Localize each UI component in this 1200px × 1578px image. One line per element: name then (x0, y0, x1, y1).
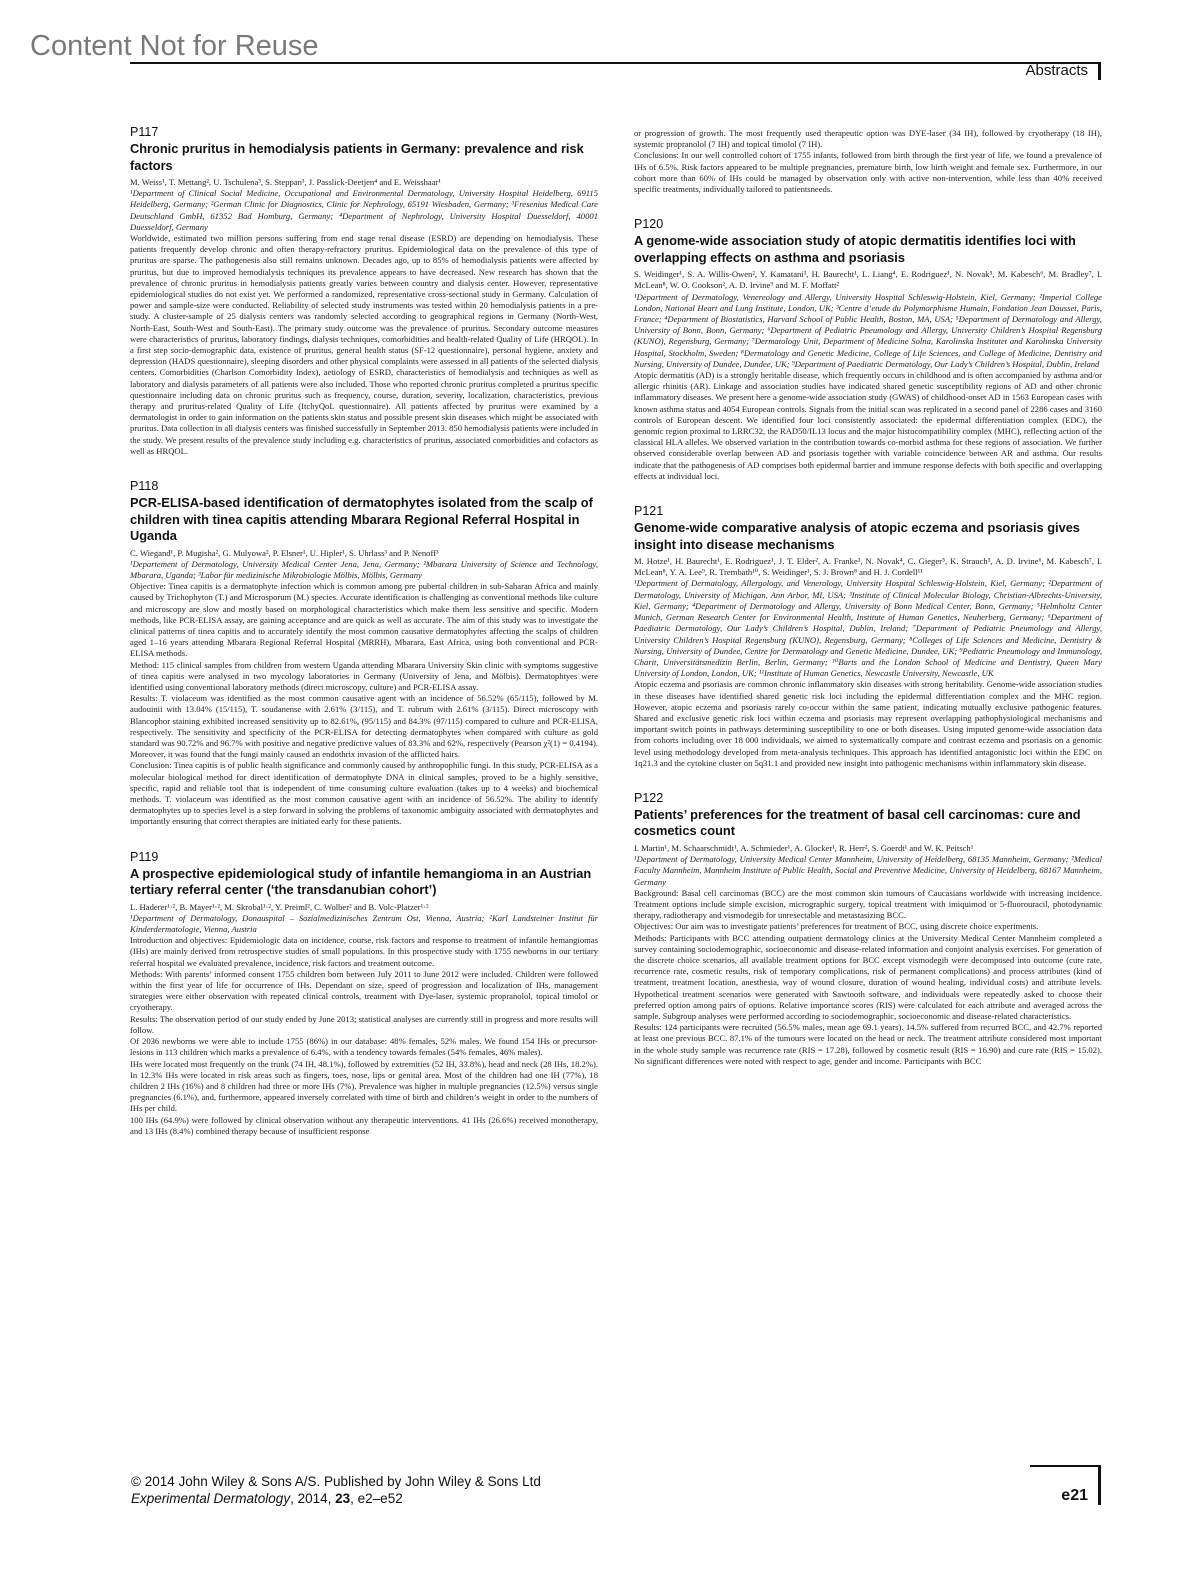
abstract-title: PCR-ELISA-based identification of dermatophytes isolated from the scalp of children with tinea capitis attending Mbarara Regional Referral Hospital in Uganda (130, 495, 593, 544)
abstract-paragraph: Results: T. violaceum was identified as the most common causative agent with an incidence of 56.52% (65/115), followed by M. audouinii with 13.04% (15/115), T. soudanense with 2.61% (3/115), and T. rubrum with 2.61% (3/115). Direct microscopy with Blancophor staining exhibited increased sensitivity up to 82.61%, (95/115) and 84.3% (97/115) compared to culture and PCR-ELISA, respectively. The sensitivity and specificity of the PCR-ELISA for detecting dermatophytes when compared with culture as gold standard was 90.72% and 96.7% with positive and negative predictive values of 83.3% and 62%, respectively (Pearson χ²(1) = 0.4194). Moreover, it was found that the fungi mainly caused an endothrix invasion of the afflicted hairs. (130, 693, 598, 760)
abstract-paragraph: Objective: Tinea capitis is a dermatophyte infection which is common among pre pubertal children in sub-Saharan Africa and mainly caused by Trichophyton (T.) and Microsporum (M.) species. Accurate identification is challenging as conventional methods like culture and microscopy are slow and mostly based on morphological characteristics which make them less sensitive and specific. Modern methods, like PCR-ELISA assay, are gaining acceptance and are quick as well as accurate. The aim of this study was to investigate the clinical patterns of tinea capitis and to accurately identify the most common causative dermatophytes affecting the scalps of children aged 1–16 years attending Mbarara Regional Referral Hospital (MRRH), Mbarara, East Africa, using both conventional and PCR-ELISA methods. (130, 581, 598, 659)
copyright-line: © 2014 John Wiley & Sons A/S. Published by John Wiley & Sons Ltd (131, 1474, 541, 1489)
abstract-paragraph: Introduction and objectives: Epidemiologic data on incidence, course, risk factors and response to treatment of infantile hemangiomas (IHs) are mainly derived from retrospective studies of small populations. In this prospective study with 1755 newborns in our tertiary referral hospital we evaluated prevalence, incidence, risk factors and treatment outcome. (130, 935, 598, 968)
abstract-paragraph: Atopic dermatitis (AD) is a strongly heritable disease, which frequently occurs in childhood and is often accompanied by asthma and/or allergic rhinitis (AR). Linkage and association studies have indicated shared genetic susceptibility regions of AD and other chronic inflammatory diseases. We present here a genome-wide association study (GWAS) of childhood-onset AD in 1563 European cases with known asthma status and 4054 European controls. Signals from the initial scan was replicated in a second panel of 2286 cases and 3160 controls of European descent. We identified four loci consistently associated: the epidermal differentiation complex (EDC), the genomic region proximal to LRRC32, the RAD50/IL13 locus and the major histocompatibility complex (MHC), reflecting action of the classical HLA alleles. We observed variation in the contribution towards co-morbid asthma for these regions of association. We further observed considerable overlap between AD and psoriasis together with variable coincidence between AR and asthma. Our results indicate that the pathogenesis of AD comprises both epidermal barrier and immune response defects with both specific and overlapping effects at individual loci. (634, 370, 1102, 481)
abstract-title: A prospective epidemiological study of infantile hemangioma in an Austrian tertiary referral center (‘the transdanubian cohort’) (130, 865, 592, 898)
journal-pages: , e2–e52 (350, 1491, 403, 1506)
abstract-paragraph: Of 2036 newborns we were able to include 1755 (86%) in our database: 48% females, 52% males. We found 154 IHs or precursor-lesions in 113 children which marks a prevalence of 6.4%, with a tendency towards females (54% females, 46% males). (130, 1036, 598, 1058)
journal-name: Experimental Dermatology (131, 1491, 291, 1506)
abstract-paragraph: Objectives: Our aim was to investigate patients’ preferences for treatment of BCC, using discrete choice experiments. (634, 921, 1039, 932)
abstract-affiliations: ¹Department of Dermatology, Donauspital – Sozialmedizinisches Zentrum Ost, Vienna, Austria; ²Karl Landsteiner Institut für Kinderdermatologie, Vienna, Austria (130, 912, 598, 935)
abstract-affiliations: ¹Department of Dermatology, Venereology and Allergy, University Hospital Schleswig-Holstein, Kiel, Germany; ²Imperial College London, National Heart and Lung Institute, London, UK; ³Centre d’etude du Polymorphisme Humain, Fondation Jean Dausset, Paris, France; ⁴Department of Biostatistics, Harvard School of Public Health, Boston, MA, USA; ⁵Department of Dermatology and Allergy, University of Bonn, Bonn, Germany; ⁶Department of Pediatric Pneumology and Allergy, University Children’s Hospital Regensburg (KUNO), Regensburg, Germany; ⁷Dermatology Unit, Department of Medicine Solna, Karolinska Institutet and Karolinska University Hospital, Stockholm, Sweden; ⁸Dermatology and Genetic Medicine, College of Life Sciences, and College of Medicine, Dentistry and Nursing, University of Dundee, Dundee, UK; ⁹Department of Paediatric Dermatology, Our Lady’s Children’s Hospital, Dublin, Ireland (634, 291, 1102, 369)
abstract-block (634, 504, 1102, 769)
abstract-authors: M. Hotze¹, H. Baurecht¹, E. Rodriguez¹, J. T. Elder², A. Franke³, N. Novak⁴, C. Gieger⁵, K. Strauch⁵, A. D. Irvine⁶, M. Kabesch⁷, I. McLean⁸, Y. A. Lee⁹, R. Trembath¹⁰, S. Weidinger¹, S. J. Brown⁸ and H. J. Cordell¹¹ (634, 556, 1102, 578)
abstract-title: Patients’ preferences for the treatment of basal cell carcinomas: cure and cosmetics count (634, 806, 1081, 839)
abstract-paragraph: IHs were located most frequently on the trunk (74 IH, 48.1%), followed by extremities (52 IH, 33.8%), head and neck (28 IHs, 18.2%). In 12.3% IHs were located in risk areas such as fingers, toes, nose, lips or genital area. Most of the children had one IH (77%), 18 children 2 IHs (16%) and 8 children had three or more IHs (7%). Prevalence was higher in multiple pregnancies (12.5%) versus single pregnancies (6.1%), and, furthermore, appeared inversely correlated with time of birth and children’s weight in order to the numbers of IHs per child. (130, 1058, 598, 1114)
abstract-paragraph: Background: Basal cell carcinomas (BCC) are the most common skin tumours of Caucasians worldwide with increasing incidence. Treatment options include simple excision, micrographic surgery, topical treatment with imiquimod or 5-fluorouracil, photodynamic therapy, radiotherapy and vismodegib for unresectable and metastasizing BCC. (634, 887, 1102, 921)
footer-rule (1030, 1465, 1100, 1467)
abstract-paragraph: 100 IHs (64.9%) were followed by clinical observation without any therapeutic interventions. 41 IHs (26.6%) received monotherapy, and 13 IHs (8.4%) combined therapy because of insufficient response (130, 1114, 598, 1136)
abstract-block (130, 850, 598, 1137)
abstract-paragraph: Methods: Participants with BCC attending outpatient dermatology clinics at the University Medical Center Mannheim completed a survey containing sociodemographic, socioeconomic and disease-related information and conjoint analysis exercises. For generation of the discrete choice scenarios, all available treatment options for BCC except vismodegib were decomposed into outcome (cure rate, recurrence rate, cosmetic results, risk of temporary complications, risk of permanent complications) and process attributes (kind of treatment, treatment location, anesthesia, way of wound closure, duration of wound healing, individual costs) and attribute levels. Hypothetical treatment scenarios were generated with Sawtooth software, and individuals were repeatedly asked to choose their preferred option among pairs of options. Relative importance scores (RIS) were calculated for each attribute and averaged across the sample. Subgroup analyses were performed according to sociodemographic, socioeconomic and disease-related characteristics. (634, 932, 1102, 1021)
abstract-id: P118 (130, 479, 159, 494)
abstract-paragraph: Atopic eczema and psoriasis are common chronic inflammatory skin diseases with strong heritability. Genome-wide association studies in these diseases have identified shared genetic risk loci including the epidermal differentiation complex and the MHC region. However, atopic eczema and psoriasis rarely co-occur within the same patient, indicating mutually exclusive pathogenic features. Shared and exclusive genetic risk loci within eczema and psoriasis may represent overlapping pathophysiological mechanisms and important switch points in pathways determining susceptibility to one or both diseases. Using imputed genome-wide association data from cohorts including over 18 000 individuals, we aimed to systematically compare and contrast eczema and psoriasis on a genomic level using methodology developed from meta-analysis techniques. This approach has identified antagonistic loci within the EDC on 1q21.3 and the cytokine cluster on 5q31.1 and provided new insight into pathogenic mechanisms within inflammatory skin disease. (634, 679, 1102, 768)
footer-citation (131, 1473, 541, 1507)
abstract-block (634, 791, 1102, 1067)
abstract-affiliations: ¹Department of Dermatology, Allergology, and Venerology, University Hospital Schleswig-Holstein, Kiel, Germany; ²Department of Dermatology, University of Michigan, Ann Arbor, MI, USA; ³Institute of Clinical Molecular Biology, Christian-Albrechts-University, Kiel, Germany; ⁴Department of Dermatology and Allergy, University of Bonn Medical Center, Bonn, Germany; ⁵Helmholtz Center Munich, German Research Center for Environmental Health, Institute of Human Genetics, Neuherberg, Germany; ⁶Department of Paediatric Dermatology, Our Lady’s Children’s Hospital, Dublin, Ireland; ⁷Department of Pediatric Pneumology and Allergy, University Children’s Hospital Regensburg (KUNO), Regensburg, Germany; ⁸Colleges of Life Sciences and Medicine, Dentistry & Nursing, University of Dundee, Centre for Dermatology and Genetic Medicine, Dundee, UK; ⁹Pediatric Pneumology and Immunology, Charit, Universitätsmedizin Berlin, Berlin, Germany; ¹⁰Barts and the London School of Medicine and Dentistry, Queen Mary University of London, London, UK; ¹¹Institute of Human Genetics, Newcastle University, Newcastle, UK (634, 578, 1102, 679)
abstract-paragraph: Worldwide, estimated two million persons suffering from end stage renal disease (ESRD) are depending on hemodialysis. These patients frequently develop chronic and often therapy-refractory pruritus. Epidemiological data on the prevalence of this type of pruritus are sparse. The pathogenesis also still remains unknown. Decades ago, up to 85% of hemodialysis patients were affected by pruritus, but due to improved hemodialysis techniques its prevalence appears to have decreased. New research has shown that the prevalence of chronic pruritus in hemodialysis patients greatly varies between country and dialysis center. However, representative epidemiological studies do not exist yet. We performed a randomized, representative cross-sectional study in Germany. Calculation of power and sample-size were conducted. Reliability of selected study instruments was tested within 20 hemodialysis patients in a pre-study. A cluster-sample of 25 dialysis centers was randomly selected according to geographical regions in Germany (North-West, North-East, South-West and South-East). The primary study outcome was the prevalence of pruritus. Secondary outcome measures were characteristics of pruritus, laboratory findings, dialysis techniques, comorbidities and health-related Quality of Life (HRQOL). In a first step socio-demographic data, existence of pruritus, general health status (SF-12 questionnaire), personal hygiene, anxiety and depression (HADS questionnaire), sleeping disorders and other physical complaints were assessed in all patients of the selected dialysis centers. Comorbidities (Charlson Comorbidity Index), aetiology of ESRD, characteristics of hemodialysis and techniques as well as laboratory and dialysis parameters of all patients were also included. Those who reported chronic pruritus completed a pruritus specific questionnaire including data on chronic pruritus such as frequency, course, duration, severity, localization, characteristics, previous therapy and pruritus-related Quality of Life (ItchyQoL questionnaire). All patients affected by pruritus were examined by a dermatologist in order to gain information on the patients skin status and possible present skin diseases which might be associated with pruritus. Data collection in all dialysis centers was finished successfully in September 2013. 850 hemodialysis patients were included in the study. We present results of the prevalence study including e.g. characteristics of pruritus, associated comorbidities and cofactors as well as HRQOL. (130, 233, 598, 456)
page-number: e21 (1061, 1487, 1088, 1504)
abstract-block (634, 217, 1102, 482)
abstract-paragraph: or progression of growth. The most frequently used therapeutic option was DYE-laser (34 IH), followed by cryotherapy (18 IH), systemic propranolol (7 IH) and topical timolol (7 IH). (634, 128, 1102, 150)
abstract-affiliations: ¹Department of Dermatology, University Medical Center Mannheim, University of Heidelberg, 68135 Mannheim, Germany; ²Medical Faculty Mannheim, Mannheim Institute of Public Health, Social and Preventive Medicine, University of Heidelberg, 68167 Mannheim, Germany (634, 854, 1102, 887)
abstract-block (130, 479, 598, 828)
journal-citation (131, 1490, 541, 1507)
header-rule (130, 62, 1100, 64)
right-column (634, 128, 1102, 1089)
abstract-authors: C. Wiegand¹, P. Mugisha², G. Mulyowa², P. Elsner¹, U. Hipler¹, S. Uhrlass³ and P. Nenoff³ (130, 547, 439, 558)
abstract-paragraph: Results: 124 participants were recruited (56.5% males, mean age 69.1 years). 14.5% suffered from recurred BCC, and 42.7% reported at least one previous BCC. 87.1% of the tumours were located on the head or neck. The treatment attribute considered most important in the whole study sample was recurrence rate (RIS = 17.28), followed by cosmetic result (RIS = 16.90) and cure rate (RIS = 15.02). No significant differences were noted with respect to age, gender and income. Participants with BCC (634, 1022, 1102, 1066)
abstract-paragraph: Conclusions: In our well controlled cohort of 1755 infants, followed from birth through the first year of life, we found a prevalence of IHs of 6.5%. Risk factors appeared to be multiple pregnancies, premature birth, low birth weight and female sex. Furthermore, in our cohort more than 60% of IHs could be managed by observation only with active non-intervention, while less than 40% received specific treatments, individually tailored to patientsneeds. (634, 150, 1102, 195)
left-column (130, 125, 598, 1159)
abstract-id: P122 (634, 790, 664, 805)
abstract-id: P117 (130, 125, 159, 139)
abstract-affiliations: ¹Department of Clinical Social Medicine, Occupational and Environmental Dermatology, University Hospital Heidelberg, 69115 Heidelberg, Germany; ²German Clinic for Diagnostics, Clinic for Nephrology, 65191 Wiesbaden, Germany; ³Fresenius Medical Care Deutschland GmbH, 61352 Bad Homburg, Germany; ⁴Department of Nephrology, University Hospital Duesseldorf, 40001 Duesseldorf, Germany (130, 188, 598, 232)
abstract-authors: S. Weidinger¹, S. A. Willis-Owen², Y. Kamatani³, H. Baurecht¹, L. Liang⁴, E. Rodriguez¹, N. Novak⁵, M. Kabesch⁶, M. Bradley⁷, I. McLean⁸, W. O. Cookson², A. D. Irvine⁹ and M. F. Moffatt² (634, 269, 1102, 291)
abstract-paragraph: Results: The observation period of our study ended by June 2013; statistical analyses are currently still in progress and more results will follow. (130, 1013, 598, 1035)
journal-volume: 23 (335, 1491, 351, 1506)
abstract-block (634, 128, 1102, 195)
abstract-id: P119 (130, 849, 159, 864)
abstract-paragraph: Methods: With parents’ informed consent 1755 children born between July 2011 to June 2012 were included. Children were followed within the first year of life for occurrence of IHs. Dependant on size, speed of progression and localization of IHs, management strategies were either observation with repeated clinical controls, treatment with Dye-laser, systemic propranolol, topical timolol or cryotherapy. (130, 968, 598, 1013)
section-heading: Abstracts (1025, 62, 1088, 79)
abstract-title: Chronic pruritus in hemodialysis patients in Germany: prevalence and risk factors (130, 141, 584, 173)
abstract-authors: L. Haderer¹·², B. Mayer¹·², M. Skrobal¹·², Y. Preiml², C. Wolber² and B. Volc-Platzer¹·² (130, 901, 429, 912)
footer-corner-rule (1098, 1465, 1101, 1505)
header-corner-rule (1098, 62, 1101, 80)
abstract-title: A genome-wide association study of atopic dermatitis identifies loci with overlapping effects on asthma and psoriasis (634, 233, 1076, 265)
abstract-affiliations: ¹Departement of Dermatology, University Medical Center Jena, Jena, Germany; ²Mbarara University of Science and Technology, Mbarara, Uganda; ³Labor für medizinische Mikrobiologie Mölbis, Mölbis, Germany (130, 558, 598, 580)
abstract-id: P120 (634, 217, 664, 232)
abstract-id: P121 (634, 504, 664, 519)
watermark-text: Content Not for Reuse (30, 30, 319, 62)
abstract-title: Genome-wide comparative analysis of atopic eczema and psoriasis gives insight into disease mechanisms (634, 520, 1080, 552)
citation-year: , 2014, (290, 1491, 336, 1506)
abstract-paragraph: Method: 115 clinical samples from children from western Uganda attending Mbarara University Skin clinic with symptoms suggestive of tinea capitis were analysed in two mycology laboratories in Germany (University of Jena, and Mölbis). Dermatophtyes were identified using conventional laboratory methods (direct microscopy, culture) and PCR-ELISA assay. (130, 659, 598, 693)
abstract-authors: M. Weiss¹, T. Mettang², U. Tschulena³, S. Steppan³, J. Passlick-Deetjen⁴ and E. Weisshaar¹ (130, 177, 441, 187)
abstract-block (130, 125, 598, 457)
abstract-paragraph: Conclusion: Tinea capitis is of public health significance and commonly caused by anthropophilic fungi. In this study, PCR-ELISA as a molecular biological method for direct identification of dermatophyte DNA in clinical samples, proved to be a highly sensitive, specific, rapid and reliable tool that is independent of time consuming culture evaluation (takes up to 4 weeks) and biochemical methods. T. violaceum was identified as the most common causative agent with an incidence of 56.52%. The ability to identify dermatophytes up to species level is a step forward in solving the problems of taxonomic ambiguity associated with dermatophytes and importantly ensuring that correct therapies are initiated early for these patients. (130, 760, 598, 827)
abstract-authors: I. Martin¹, M. Schaarschmidt¹, A. Schmieder¹, A. Glocker¹, R. Herr², S. Goerdt¹ and W. K. Peitsch¹ (634, 842, 974, 853)
